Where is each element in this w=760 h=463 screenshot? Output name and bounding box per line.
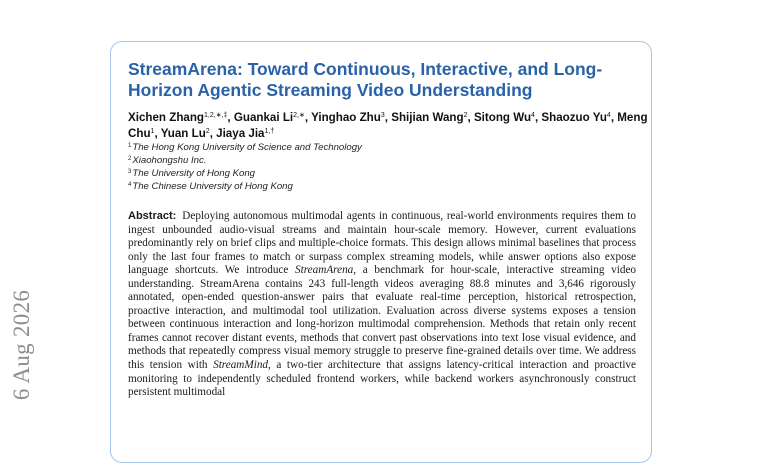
affiliation-list [128, 141, 528, 193]
author-name: Jiaya Jia [216, 127, 265, 140]
affiliation-number: 4 [128, 182, 132, 188]
abstract-emphasis: StreamMind [213, 359, 269, 372]
author-name: Yinghao Zhu [311, 111, 381, 124]
watermark-text: 6 Aug 2026 [9, 289, 34, 401]
author-separator: , [227, 111, 234, 124]
author [161, 127, 216, 140]
author-separator: , [467, 111, 474, 124]
author-name: Shijian Wang [391, 111, 464, 124]
abstract [128, 210, 636, 400]
author-affiliation-mark: 3 [380, 112, 385, 119]
author-affiliation-mark: 2,∗ [293, 112, 305, 119]
affiliation [128, 141, 528, 154]
author-affiliation-mark: 1,2,∗,‡ [204, 112, 228, 119]
affiliation-number: 3 [128, 169, 132, 175]
author-list [128, 110, 648, 142]
author-separator: , [209, 127, 217, 140]
affiliation-name: The Hong Kong University of Science and Technology [132, 142, 362, 153]
author-affiliation-mark: 4 [606, 112, 611, 119]
author [216, 127, 274, 140]
affiliation-number: 2 [128, 156, 132, 162]
author-name: Guankai Li [233, 111, 294, 124]
abstract-label: Abstract: [128, 210, 177, 222]
affiliation-number: 1 [128, 143, 132, 149]
affiliation [128, 154, 528, 167]
author-name: Xichen Zhang [128, 111, 205, 124]
abstract-text: , a two-tier architecture that assigns latency-critical interaction and proactive monitoring to independently scheduled frontend workers, while backend workers asynchronously construct persistent multimodal [128, 359, 636, 399]
abstract-emphasis: StreamArena [295, 264, 354, 277]
author-name: Shaozuo Yu [541, 111, 607, 124]
author [311, 111, 391, 124]
author-affiliation-mark: 2 [463, 112, 468, 119]
author [391, 111, 474, 124]
author-separator: , [304, 111, 312, 124]
author-affiliation-mark: 4 [531, 112, 535, 119]
author-separator: , [534, 111, 542, 124]
paper-title: StreamArena: Toward Continuous, Interactive, and Long-Horizon Agentic Streaming Video Understanding [128, 59, 603, 100]
author [541, 111, 617, 124]
affiliation-name: The Chinese University of Hong Kong [132, 181, 293, 192]
abstract-text: Deploying autonomous multimodal agents in continuous, real-world environments requires them to ingest unbounded audio-visual streams and maintain hour-scale memory. However, current evaluations predominantly rely on brief clips and multiple-choice formats. This design allows minimal baselines that process only the last four frames to match or surpass complex streaming models, while answer options also expose language shortcuts. We introduce [128, 210, 636, 277]
author-separator: , [610, 111, 618, 124]
author [234, 111, 311, 124]
author-separator: , [384, 111, 392, 124]
affiliation [128, 167, 528, 180]
author-affiliation-mark: 1 [150, 128, 155, 135]
author-name: Sitong Wu [473, 111, 532, 124]
author-affiliation-mark: 1,† [264, 128, 275, 135]
author [128, 111, 234, 124]
affiliation-name: Xiaohongshu Inc. [132, 155, 207, 166]
affiliation [128, 180, 528, 193]
author-affiliation-mark: 2 [205, 128, 210, 135]
arxiv-date-watermark [2, 282, 42, 410]
affiliation-name: The University of Hong Kong [132, 168, 255, 179]
author-name: Meng Chu [128, 111, 648, 140]
author-separator: , [154, 127, 161, 140]
abstract-text: , a benchmark for hour-scale, interactive streaming video understanding. StreamArena contains 243 full-length videos averaging 88.8 minutes and 3,646 rigorously annotated, open-ended question-answer pairs that evaluate real-time perception, historical retrospection, proactive interaction, and multimodal tool utilization. Evaluation across diverse systems exposes a tension between continuous interaction and long-horizon multimodal comprehension. Methods that retain only recent frames cannot recover distant events, methods that convert past observations into text lose visual evidence, and methods that repeatedly compress visual memory struggle to preserve fine-grained details over time. We address this tension with [128, 264, 636, 372]
author-name: Yuan Lu [160, 127, 206, 140]
author [474, 111, 541, 124]
